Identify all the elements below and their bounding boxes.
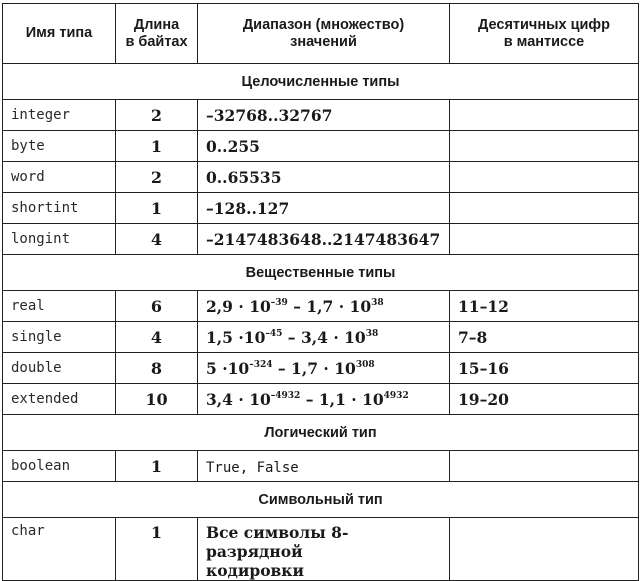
type-size: 6 [116, 291, 198, 322]
header-value-range: Диапазон (множество) значений [198, 4, 450, 64]
header-mantissa-digits: Десятичных цифр в мантиссе [450, 4, 639, 64]
type-range: $1,5 \cdot 10^{-45} - 3,4 \cdot 10^{38}$ [198, 322, 450, 353]
section-row-real [3, 255, 639, 291]
table-row [3, 353, 639, 384]
section-title-integer: Целочисленные типы [3, 64, 639, 100]
table-row [3, 291, 639, 322]
type-name: shortint [3, 193, 116, 224]
type-name: char [3, 518, 116, 581]
type-digits: 7–8 [450, 322, 639, 353]
type-range: –128..127 [198, 193, 450, 224]
header-type-name: Имя типа [3, 4, 116, 64]
type-size: 4 [116, 322, 198, 353]
type-digits [450, 100, 639, 131]
type-name: byte [3, 131, 116, 162]
type-range: True, False [198, 451, 450, 482]
section-row-logical [3, 415, 639, 451]
table-row [3, 451, 639, 482]
type-name: double [3, 353, 116, 384]
data-types-table-wrapper [2, 3, 639, 581]
type-size: 2 [116, 162, 198, 193]
type-digits: 19–20 [450, 384, 639, 415]
type-range: 0..255 [198, 131, 450, 162]
type-range: –32768..32767 [198, 100, 450, 131]
table-row [3, 518, 639, 581]
type-size: 1 [116, 451, 198, 482]
type-range: –2147483648..2147483647 [198, 224, 450, 255]
table-row [3, 100, 639, 131]
type-size: 1 [116, 131, 198, 162]
type-digits [450, 224, 639, 255]
section-row-integer [3, 64, 639, 100]
type-digits [450, 518, 639, 581]
table-row [3, 193, 639, 224]
type-size: 8 [116, 353, 198, 384]
type-digits [450, 193, 639, 224]
table-row [3, 224, 639, 255]
type-name: extended [3, 384, 116, 415]
table-row [3, 384, 639, 415]
type-name: word [3, 162, 116, 193]
type-size: 1 [116, 518, 198, 581]
section-title-logical: Логический тип [3, 415, 639, 451]
header-row [3, 4, 639, 64]
type-range: $5 \cdot 10^{-324} - 1,7 \cdot 10^{308}$ [198, 353, 450, 384]
type-range: Все символы 8-разрядной кодировки [198, 518, 450, 581]
type-digits [450, 162, 639, 193]
table-row [3, 322, 639, 353]
type-name: boolean [3, 451, 116, 482]
type-range: 0..65535 [198, 162, 450, 193]
type-size: 1 [116, 193, 198, 224]
table-row [3, 131, 639, 162]
type-range: $2,9 \cdot 10^{-39} - 1,7 \cdot 10^{38}$ [198, 291, 450, 322]
type-size: 4 [116, 224, 198, 255]
type-digits [450, 131, 639, 162]
type-digits [450, 451, 639, 482]
type-size: 10 [116, 384, 198, 415]
type-name: integer [3, 100, 116, 131]
type-name: single [3, 322, 116, 353]
type-name: longint [3, 224, 116, 255]
type-size: 2 [116, 100, 198, 131]
header-byte-length: Длина в байтах [116, 4, 198, 64]
type-digits: 11–12 [450, 291, 639, 322]
section-title-real: Вещественные типы [3, 255, 639, 291]
section-row-char [3, 482, 639, 518]
data-types-table [2, 3, 639, 581]
type-range: $3,4 \cdot 10^{-4932} - 1,1 \cdot 10^{4932}$ [198, 384, 450, 415]
table-row [3, 162, 639, 193]
type-digits: 15–16 [450, 353, 639, 384]
section-title-char: Символьный тип [3, 482, 639, 518]
type-name: real [3, 291, 116, 322]
